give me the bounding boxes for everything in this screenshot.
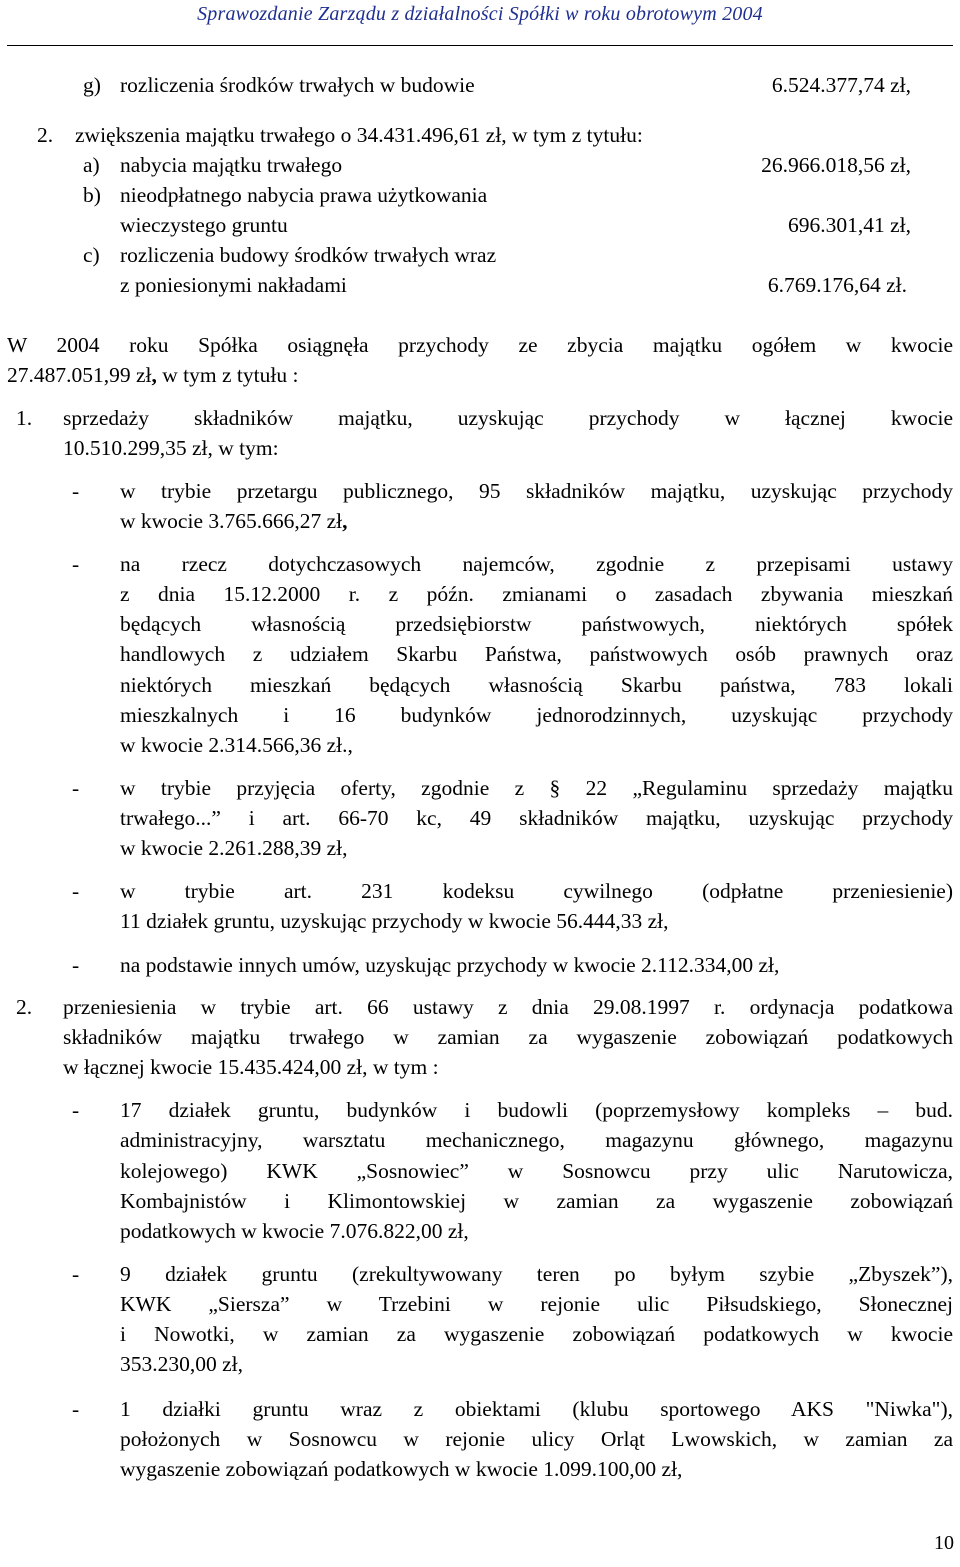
s1-bullet-5-dash: - [72, 953, 80, 977]
item-a-text: nabycia majątku trwałego [120, 153, 343, 177]
s1-bullet-3-line: w trybie przyjęcia oferty, zgodnie z § 22 „Regulaminu sprzedaży majątku [120, 776, 953, 800]
s2-bullet-3-line: 1 działki gruntu wraz z obiektami (klubu sportowego AKS "Niwka"), [120, 1397, 953, 1421]
item-c-text-2: z poniesionymi nakładami [120, 273, 347, 297]
item-2-text: zwiększenia majątku trwałego o 34.431.496,61 zł, w tym z tytułu: [75, 123, 643, 147]
header-rule [7, 45, 953, 46]
item-2-number: 2. [37, 123, 54, 147]
s1-bullet-1-last: w kwocie 3.765.666,27 zł, [120, 509, 348, 533]
section-1-line-2: 10.510.299,35 zł, w tym: [63, 436, 279, 460]
item-g-value: 6.524.377,74 zł, [771, 73, 911, 97]
s2-bullet-2-dash: - [72, 1262, 80, 1286]
s1-bullet-2-dash: - [72, 552, 80, 576]
s2-bullet-3-line: położonych w Sosnowcu w rejonie ulicy Orląt Lwowskich, w zamian za [120, 1427, 953, 1451]
s1-bullet-3-last: w kwocie 2.261.288,39 zł, [120, 836, 348, 860]
intro-comma: , [151, 363, 157, 387]
item-b-marker: b) [83, 183, 101, 207]
s2-bullet-3-dash: - [72, 1397, 80, 1421]
s2-bullet-1-line: Kombajnistów i Klimontowskiej w zamian za wygaszenie zobowiązań [120, 1189, 953, 1213]
s1-bullet-4-last: 11 działek gruntu, uzyskując przychody w kwocie 56.444,33 zł, [120, 909, 669, 933]
section-2-line-1: przeniesienia w trybie art. 66 ustawy z dnia 29.08.1997 r. ordynacja podatkowa [63, 995, 953, 1019]
item-a-marker: a) [83, 153, 100, 177]
page-header: Sprawozdanie Zarządu z działalności Spółki w roku obrotowym 2004 [197, 3, 763, 25]
s2-bullet-2-last: 353.230,00 zł, [120, 1352, 244, 1376]
s2-bullet-2-line: 9 działek gruntu (zrekultywowany teren po byłym szybie „Zbyszek”), [120, 1262, 953, 1286]
section-1-number: 1. [16, 406, 33, 430]
s1-bullet-2-last: w kwocie 2.314.566,36 zł., [120, 733, 353, 757]
s1-bullet-2-line: mieszkalnych i 16 budynków jednorodzinnych, uzyskując przychody [120, 703, 953, 727]
section-2-line-2: składników majątku trwałego w zamian za wygaszenie zobowiązań podatkowych [63, 1025, 953, 1049]
s1-bullet-4-dash: - [72, 879, 80, 903]
item-b-text-2: wieczystego gruntu [120, 213, 288, 237]
item-b-text-1: nieodpłatnego nabycia prawa użytkowania [120, 183, 488, 207]
intro-line-2 [7, 362, 298, 388]
intro-total: 27.487.051,99 zł [7, 363, 152, 387]
s1-bullet-1-line: w trybie przetargu publicznego, 95 składników majątku, uzyskując przychody [120, 479, 953, 503]
page-number: 10 [934, 1532, 954, 1554]
s1-bullet-2-line: niektórych mieszkań będących własnością Skarbu państwa, 783 lokali [120, 673, 953, 697]
item-c-value: 6.769.176,64 zł. [767, 273, 907, 297]
s2-bullet-1-line: administracyjny, warsztatu mechanicznego, magazynu głównego, magazynu [120, 1128, 953, 1152]
s1-bullet-5-last: na podstawie innych umów, uzyskując przychody w kwocie 2.112.334,00 zł, [120, 953, 780, 977]
s2-bullet-1-line: 17 działek gruntu, budynków i budowli (poprzemysłowy kompleks – bud. [120, 1098, 953, 1122]
s1-bullet-2-line: będących własnością przedsiębiorstw państwowych, niektórych spółek [120, 612, 953, 636]
item-b-value: 696.301,41 zł, [787, 213, 911, 237]
item-c-text-1: rozliczenia budowy środków trwałych wraz [120, 243, 497, 267]
s1-bullet-2-line: handlowych z udziałem Skarbu Państwa, państwowych osób prawnych oraz [120, 642, 953, 666]
s1-bullet-4-line: w trybie art. 231 kodeksu cywilnego (odpłatne przeniesienie) [120, 879, 953, 903]
s1-bullet-3-dash: - [72, 776, 80, 800]
s2-bullet-1-dash: - [72, 1098, 80, 1122]
s2-bullet-1-line: kolejowego) KWK „Sosnowiec” w Sosnowcu przy ulic Narutowicza, [120, 1159, 953, 1183]
item-a-value: 26.966.018,56 zł, [761, 153, 911, 177]
section-2-number: 2. [16, 995, 33, 1019]
s1-bullet-3-line: trwałego...” i art. 66-70 kc, 49 składników majątku, uzyskując przychody [120, 806, 953, 830]
s1-bullet-2-line: na rzecz dotychczasowych najemców, zgodnie z przepisami ustawy [120, 552, 953, 576]
item-c-marker: c) [83, 243, 100, 267]
section-1-line-1: sprzedaży składników majątku, uzyskując przychody w łącznej kwocie [63, 406, 953, 430]
s2-bullet-1-last: podatkowych w kwocie 7.076.822,00 zł, [120, 1219, 469, 1243]
s1-bullet-1-dash: - [72, 479, 80, 503]
intro-tail: w tym z tytułu : [156, 363, 299, 387]
s2-bullet-3-last: wygaszenie zobowiązań podatkowych w kwocie 1.099.100,00 zł, [120, 1457, 683, 1481]
intro-line-1: W 2004 roku Spółka osiągnęła przychody ze zbycia majątku ogółem w kwocie [7, 333, 953, 357]
section-2-line-3: w łącznej kwocie 15.435.424,00 zł, w tym : [63, 1055, 439, 1079]
item-g-marker: g) [83, 73, 101, 97]
s1-bullet-2-line: z dnia 15.12.2000 r. z późn. zmianami o zasadach zbywania mieszkań [120, 582, 953, 606]
item-g-text: rozliczenia środków trwałych w budowie [120, 73, 475, 97]
s2-bullet-2-line: i Nowotki, w zamian za wygaszenie zobowiązań podatkowych w kwocie [120, 1322, 953, 1346]
s2-bullet-2-line: KWK „Siersza” w Trzebini w rejonie ulic Piłsudskiego, Słonecznej [120, 1292, 953, 1316]
